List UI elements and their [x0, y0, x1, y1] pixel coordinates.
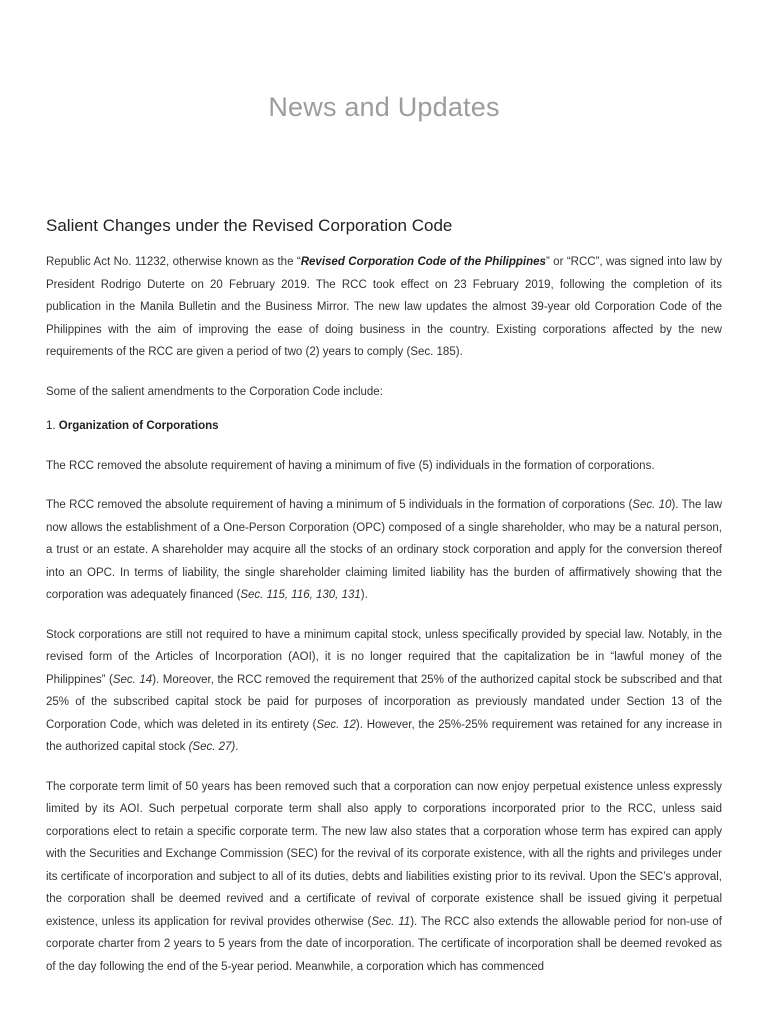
- term-text-a: The corporate term limit of 50 years has been removed such that a corporation can now enjoy perpetual existence unless expressly limited by its AOI. Such perpetual corporate term shall also apply to corporations incorporated prior to the RCC, unless said corporations elect to retain a specific corporate term. The new law also states that a corporation whose term has expired can apply with the Securities and Exchange Commission (SEC) for the revival of its corporate existence, with all the rights and privileges under its certificate of incorporation and subject to all of its duties, debts and liabilities existing prior to its revival. Upon the SEC’s approval, the corporation shall be deemed revived and a certificate of revival of corporate existence shall be issued giving it perpetual existence, unless its application for revival provides otherwise (: [46, 780, 722, 928]
- term-section-ref-1: Sec. 11: [371, 915, 411, 928]
- opc-section-ref-2: Sec. 115, 116, 130, 131: [240, 589, 361, 601]
- capital-section-ref-1: Sec. 14: [112, 673, 153, 686]
- amendments-intro: Some of the salient amendments to the Corporation Code include:: [46, 385, 383, 398]
- paragraph-minimum-incorporators: The RCC removed the absolute requirement of having a minimum of five (5) individuals in the formation of corporations.: [46, 459, 655, 472]
- capital-text-a: Stock corporations are still not required to have a minimum capital stock, unless specifically provided by special law. Notably, in the revised form of the Articles of Incorporation (AOI), it is no longer required that the capitalization be in “lawful money of the Philippines” (: [46, 628, 722, 686]
- opc-section-ref-1: Sec. 10: [632, 499, 672, 511]
- section-title: Organization of Corporations: [58, 420, 219, 432]
- opc-text-b: ). The law now allows the establishment of a One-Person Corporation (OPC) composed of a single shareholder, who may be a natural person, a trust or an estate. A shareholder may acquire all the stocks of an ordinary stock corporation and apply for the conversion thereof into an OPC. In terms of liability, the single shareholder claiming limited liability has the burden of affirmatively showing that the corporation was adequately financed (: [46, 499, 723, 601]
- article-title: Salient Changes under the Revised Corporation Code: [46, 216, 453, 235]
- capital-text-d: .: [235, 741, 239, 753]
- capital-text-b: ). Moreover, the RCC removed the requirement that 25% of the authorized capital stock be subscribed and that 25% of the subscribed capital stock be paid for purposes of incorporation as previously mandated under Section 13 of the Corporation Code, which was deleted in its entirety (: [46, 673, 722, 731]
- page-heading: News and Updates: [268, 92, 500, 122]
- capital-section-ref-3: (Sec. 27): [188, 741, 236, 753]
- section-heading: [46, 415, 722, 438]
- law-title-emphasis: Revised Corporation Code of the Philippines: [300, 256, 546, 268]
- intro-paragraph: [46, 251, 722, 364]
- paragraph-corporate-term: [46, 776, 722, 979]
- opc-text-c: ).: [360, 589, 368, 601]
- opc-text-a: The RCC removed the absolute requirement of having a minimum of 5 individuals in the formation of corporations (: [46, 499, 633, 511]
- article: [46, 213, 722, 995]
- section-number: 1.: [46, 420, 56, 432]
- intro-text-end: ” or “RCC”, was signed into law by President Rodrigo Duterte on 20 February 2019. The RCC took effect on 23 February 2019, following the completion of its publication in the Manila Bulletin and the Business Mirror. The new law updates the almost 39-year old Corporation Code of the Philippines with the aim of improving the ease of doing business in the country. Existing corporations affected by the new requirements of the RCC are given a period of two (2) years to comply (Sec. 185).: [46, 256, 722, 358]
- paragraph-capital-stock: [46, 624, 722, 759]
- term-text-b: ). The RCC also extends the allowable period for non-use of corporate charter from 2 years to 5 years from the date of incorporation. The certificate of incorporation shall be deemed revoked as of the day following the end of the 5-year period. Meanwhile, a corporation which has commenced: [46, 915, 722, 973]
- intro-text-start: Republic Act No. 11232, otherwise known as the “: [46, 256, 301, 268]
- capital-section-ref-2: Sec. 12: [316, 718, 356, 731]
- capital-text-c: ). However, the 25%-25% requirement was retained for any increase in the authorized capital stock: [46, 718, 722, 753]
- paragraph-opc: [46, 494, 722, 607]
